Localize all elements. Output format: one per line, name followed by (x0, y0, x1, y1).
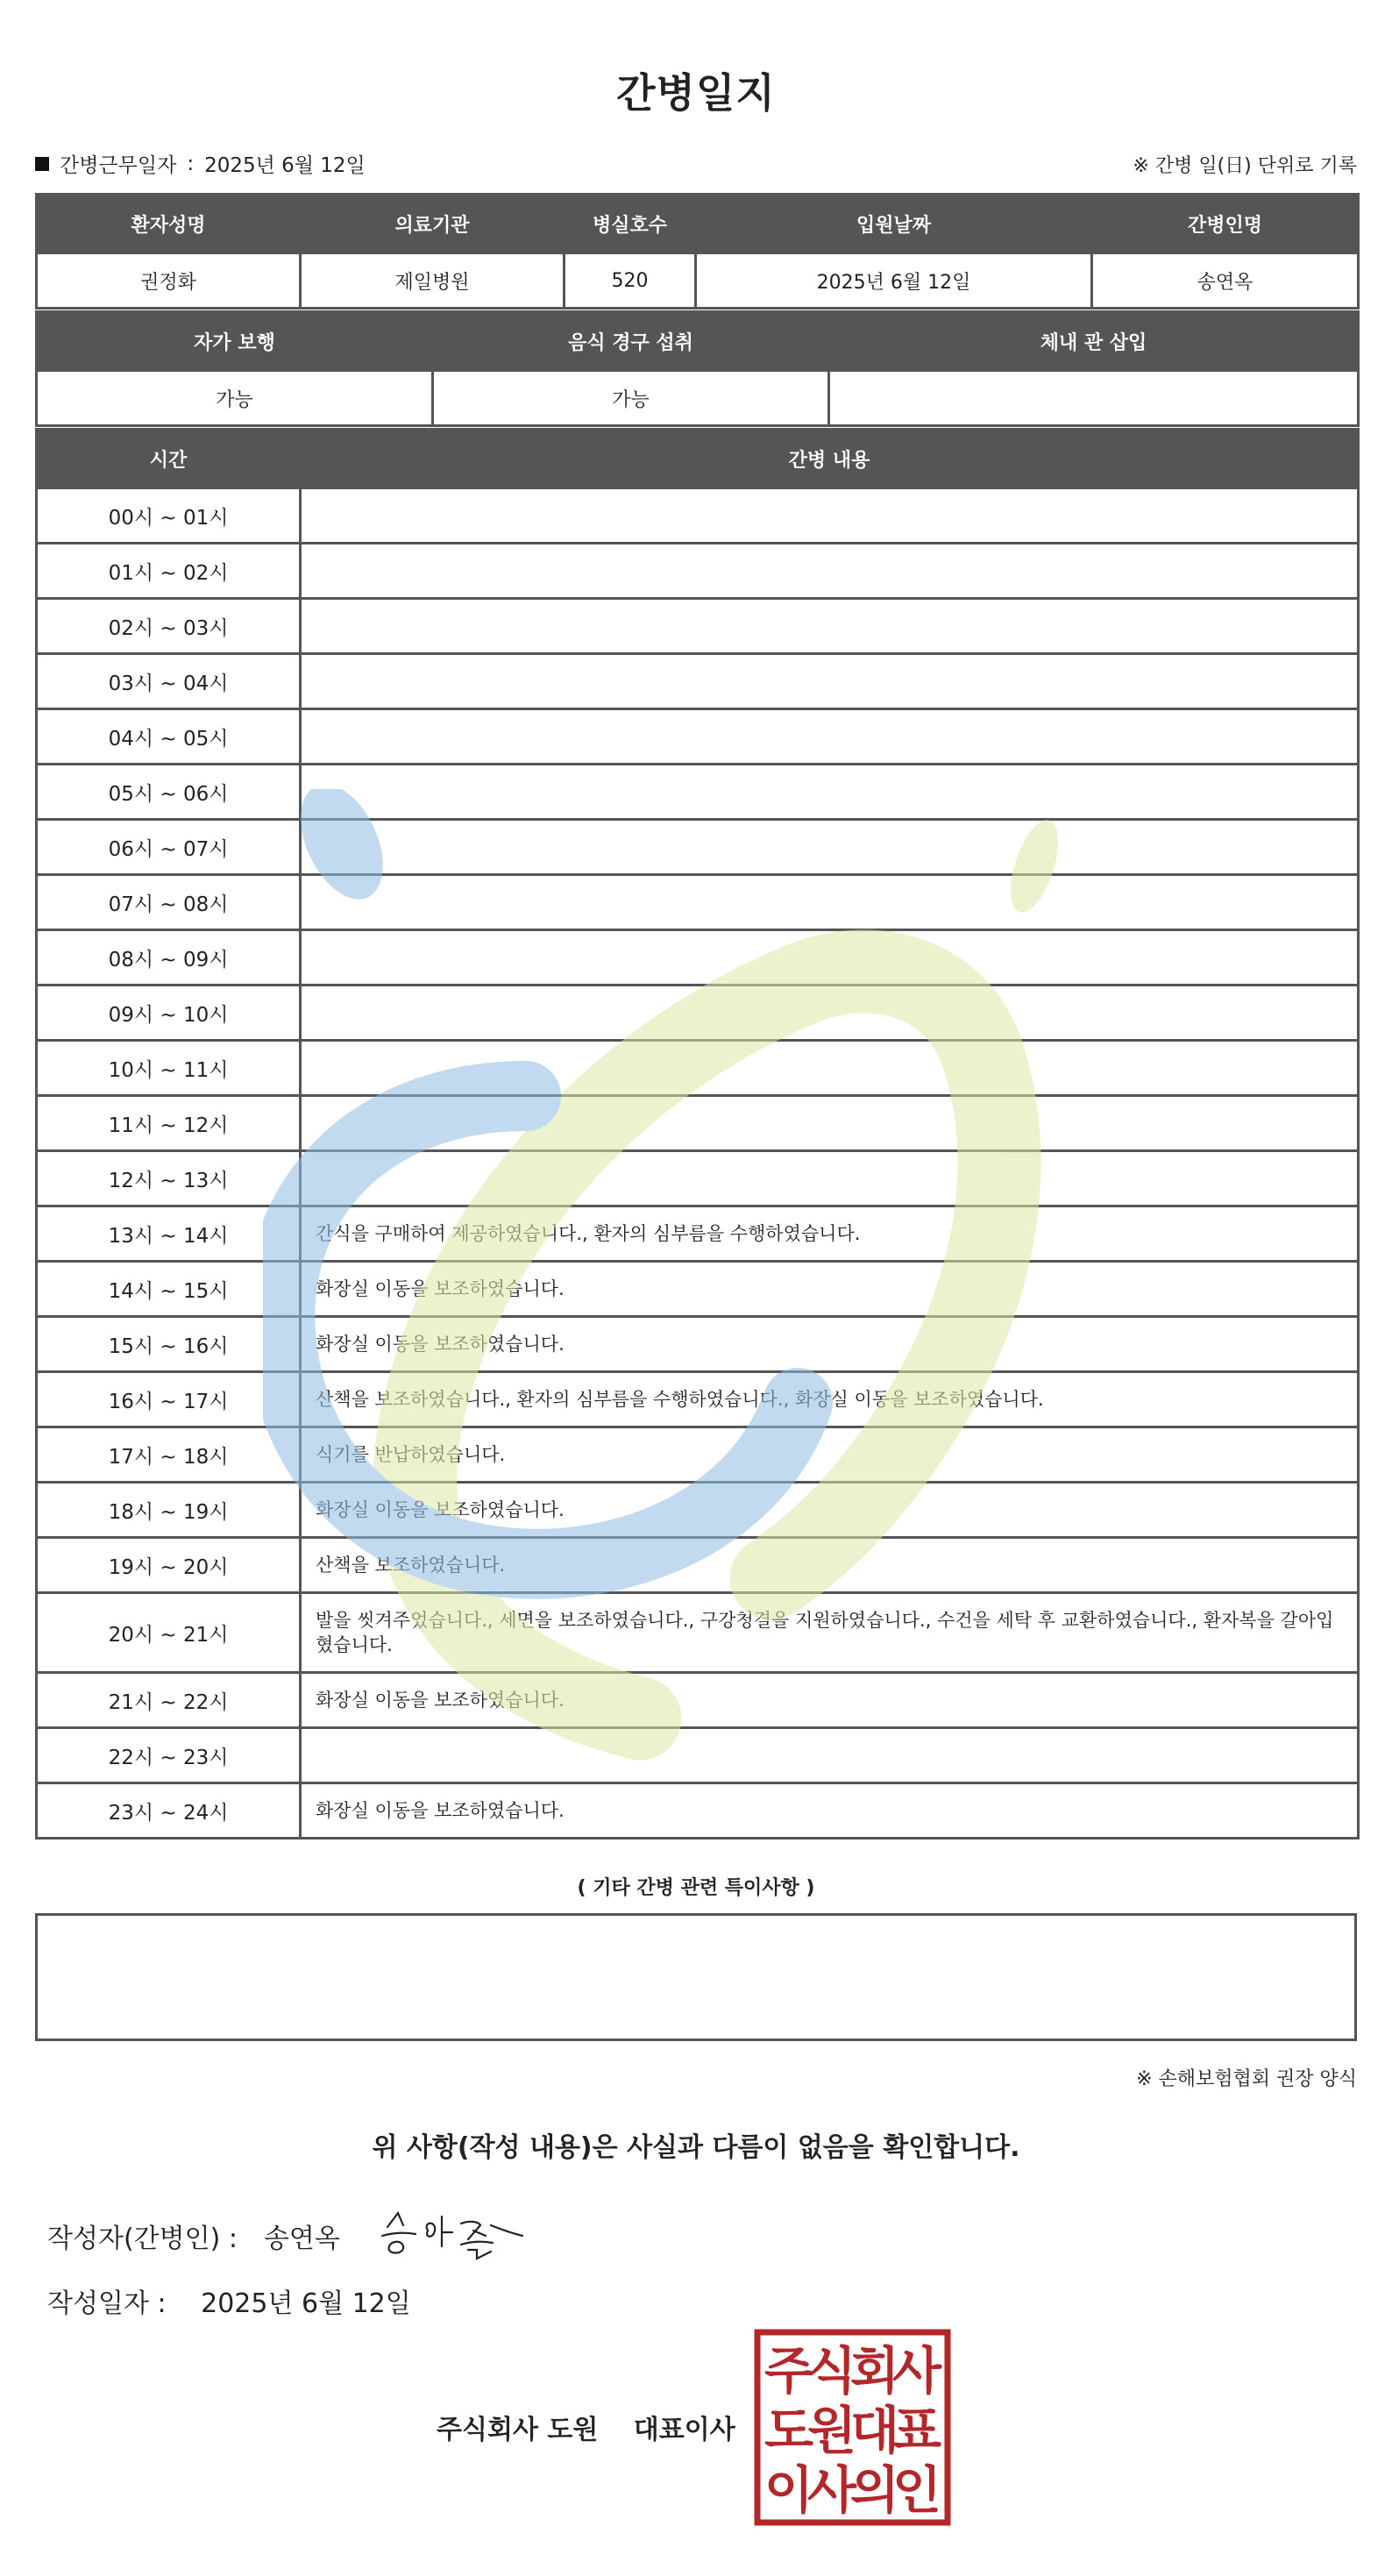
table-row (37, 599, 1359, 654)
svg-text:의: 의 (849, 2460, 900, 2520)
time-cell: 18시 ~ 19시 (37, 1483, 301, 1538)
time-cell: 22시 ~ 23시 (37, 1728, 301, 1783)
writing-date-value: 2025년 6월 12일 (201, 2288, 411, 2319)
oral-intake-cell: 가능 (433, 371, 829, 426)
page-title: 간병일지 (616, 69, 776, 117)
header-admission-date: 입원날짜 (696, 195, 1092, 253)
hourly-log-table (35, 428, 1360, 1839)
admission-date-cell: 2025년 6월 12일 (696, 253, 1092, 309)
time-cell: 08시 ~ 09시 (37, 930, 301, 986)
company-line (437, 2408, 735, 2446)
header-hospital: 의료기관 (301, 195, 565, 253)
content-cell (301, 875, 1359, 930)
content-cell: 화장실 이동을 보조하였습니다. (301, 1262, 1359, 1317)
patient-info-value-row (37, 253, 1359, 309)
header-tube-insertion: 체내 관 삽입 (829, 312, 1359, 371)
hospital-cell: 제일병원 (301, 253, 565, 309)
other-notes-label: ( 기타 간병 관련 특이사항 ) (577, 1877, 815, 1899)
table-row (37, 1728, 1359, 1783)
table-row (37, 1151, 1359, 1206)
header-time: 시간 (37, 430, 301, 488)
header-oral-intake: 음식 경구 섭취 (433, 312, 829, 371)
room-number-cell: 520 (565, 253, 696, 309)
content-cell (301, 820, 1359, 875)
writing-date-label: 작성일자 : (47, 2288, 167, 2319)
representative-title: 대표이사 (633, 2415, 735, 2445)
content-cell: 간식을 구매하여 제공하였습니다., 환자의 심부름을 수행하였습니다. (301, 1206, 1359, 1262)
table-row (37, 1096, 1359, 1151)
time-cell: 05시 ~ 06시 (37, 765, 301, 820)
patient-info-table (35, 193, 1360, 310)
work-date-separator: : (187, 152, 195, 175)
other-notes-box (35, 1913, 1357, 2041)
content-cell (301, 599, 1359, 654)
svg-text:대: 대 (849, 2401, 900, 2460)
time-cell: 03시 ~ 04시 (37, 654, 301, 709)
status-header-row (37, 312, 1359, 371)
work-date-line (35, 149, 366, 178)
writer-name: 송연옥 (263, 2224, 340, 2254)
svg-text:도: 도 (763, 2401, 814, 2460)
time-cell: 17시 ~ 18시 (37, 1427, 301, 1483)
time-cell: 19시 ~ 20시 (37, 1538, 301, 1593)
handwritten-signature (377, 2201, 526, 2262)
svg-text:식: 식 (806, 2341, 857, 2401)
table-row (37, 986, 1359, 1041)
header-patient-name: 환자성명 (37, 195, 301, 253)
company-seal-stamp (754, 2329, 951, 2526)
time-cell: 01시 ~ 02시 (37, 544, 301, 599)
time-cell: 20시 ~ 21시 (37, 1593, 301, 1673)
content-cell (301, 1728, 1359, 1783)
header-care-content: 간병 내용 (301, 430, 1359, 488)
patient-name-cell: 권정화 (37, 253, 301, 309)
content-cell (301, 1151, 1359, 1206)
svg-text:주: 주 (763, 2341, 814, 2401)
time-cell: 15시 ~ 16시 (37, 1317, 301, 1372)
table-row (37, 1317, 1359, 1372)
table-row (37, 488, 1359, 544)
svg-text:표: 표 (891, 2401, 942, 2460)
svg-text:사: 사 (891, 2341, 942, 2401)
content-cell (301, 1041, 1359, 1096)
recommended-form-note: ※ 손해보험협회 권장 양식 (1136, 2068, 1357, 2090)
header-self-walking: 자가 보행 (37, 312, 433, 371)
time-cell: 14시 ~ 15시 (37, 1262, 301, 1317)
header-room-number: 병실호수 (565, 195, 696, 253)
time-cell: 12시 ~ 13시 (37, 1151, 301, 1206)
svg-text:사: 사 (806, 2460, 857, 2520)
table-row (37, 1783, 1359, 1839)
time-cell: 00시 ~ 01시 (37, 488, 301, 544)
time-cell: 16시 ~ 17시 (37, 1372, 301, 1427)
content-cell: 화장실 이동을 보조하였습니다. (301, 1317, 1359, 1372)
table-row (37, 1041, 1359, 1096)
content-cell: 화장실 이동을 보조하였습니다. (301, 1783, 1359, 1839)
status-value-row (37, 371, 1359, 426)
content-cell: 식기를 반납하였습니다. (301, 1427, 1359, 1483)
content-cell (301, 1096, 1359, 1151)
content-cell: 산책을 보조하였습니다., 환자의 심부름을 수행하였습니다., 화장실 이동을 보조하였습니다. (301, 1372, 1359, 1427)
content-cell (301, 654, 1359, 709)
content-cell (301, 709, 1359, 765)
time-cell: 13시 ~ 14시 (37, 1206, 301, 1262)
content-cell: 발을 씻겨주었습니다., 세면을 보조하였습니다., 구강청결을 지원하였습니다., 수건을 세탁 후 교환하였습니다., 환자복을 갈아입혔습니다. (301, 1593, 1359, 1673)
time-cell: 07시 ~ 08시 (37, 875, 301, 930)
header-caregiver-name: 간병인명 (1092, 195, 1359, 253)
writer-line (47, 2217, 340, 2255)
time-cell: 02시 ~ 03시 (37, 599, 301, 654)
table-row (37, 1483, 1359, 1538)
log-header-row (37, 430, 1359, 488)
content-cell (301, 986, 1359, 1041)
table-row (37, 1372, 1359, 1427)
content-cell: 화장실 이동을 보조하였습니다. (301, 1483, 1359, 1538)
table-row (37, 1593, 1359, 1673)
svg-text:인: 인 (891, 2460, 942, 2520)
table-row (37, 1538, 1359, 1593)
work-date-label: 간병근무일자 (60, 154, 177, 177)
svg-text:이: 이 (763, 2460, 814, 2520)
table-row (37, 930, 1359, 986)
writer-label: 작성자(간병인) : (47, 2224, 238, 2254)
time-cell: 21시 ~ 22시 (37, 1673, 301, 1728)
content-cell (301, 488, 1359, 544)
confirmation-statement: 위 사항(작성 내용)은 사실과 다름이 없음을 확인합니다. (372, 2132, 1020, 2163)
table-row (37, 654, 1359, 709)
table-row (37, 1673, 1359, 1728)
time-cell: 04시 ~ 05시 (37, 709, 301, 765)
content-cell (301, 930, 1359, 986)
time-cell: 23시 ~ 24시 (37, 1783, 301, 1839)
table-row (37, 820, 1359, 875)
table-row (37, 544, 1359, 599)
time-cell: 10시 ~ 11시 (37, 1041, 301, 1096)
svg-text:회: 회 (849, 2341, 900, 2401)
content-cell (301, 765, 1359, 820)
content-cell: 산책을 보조하였습니다. (301, 1538, 1359, 1593)
self-walking-cell: 가능 (37, 371, 433, 426)
table-row (37, 709, 1359, 765)
content-cell (301, 544, 1359, 599)
time-cell: 06시 ~ 07시 (37, 820, 301, 875)
table-row (37, 1206, 1359, 1262)
company-name: 주식회사 도원 (437, 2415, 599, 2445)
tube-insertion-cell (829, 371, 1359, 426)
time-cell: 09시 ~ 10시 (37, 986, 301, 1041)
table-row (37, 1427, 1359, 1483)
daily-record-note: ※ 간병 일(日) 단위로 기록 (1133, 155, 1357, 177)
writing-date-line (47, 2281, 411, 2320)
table-row (37, 875, 1359, 930)
patient-info-header-row (37, 195, 1359, 253)
content-cell: 화장실 이동을 보조하였습니다. (301, 1673, 1359, 1728)
svg-text:원: 원 (806, 2401, 857, 2460)
work-date-value: 2025년 6월 12일 (204, 154, 366, 177)
caregiver-name-cell: 송연옥 (1092, 253, 1359, 309)
time-cell: 11시 ~ 12시 (37, 1096, 301, 1151)
patient-status-table (35, 310, 1360, 427)
table-row (37, 765, 1359, 820)
table-row (37, 1262, 1359, 1317)
bullet-square-icon (35, 157, 49, 171)
